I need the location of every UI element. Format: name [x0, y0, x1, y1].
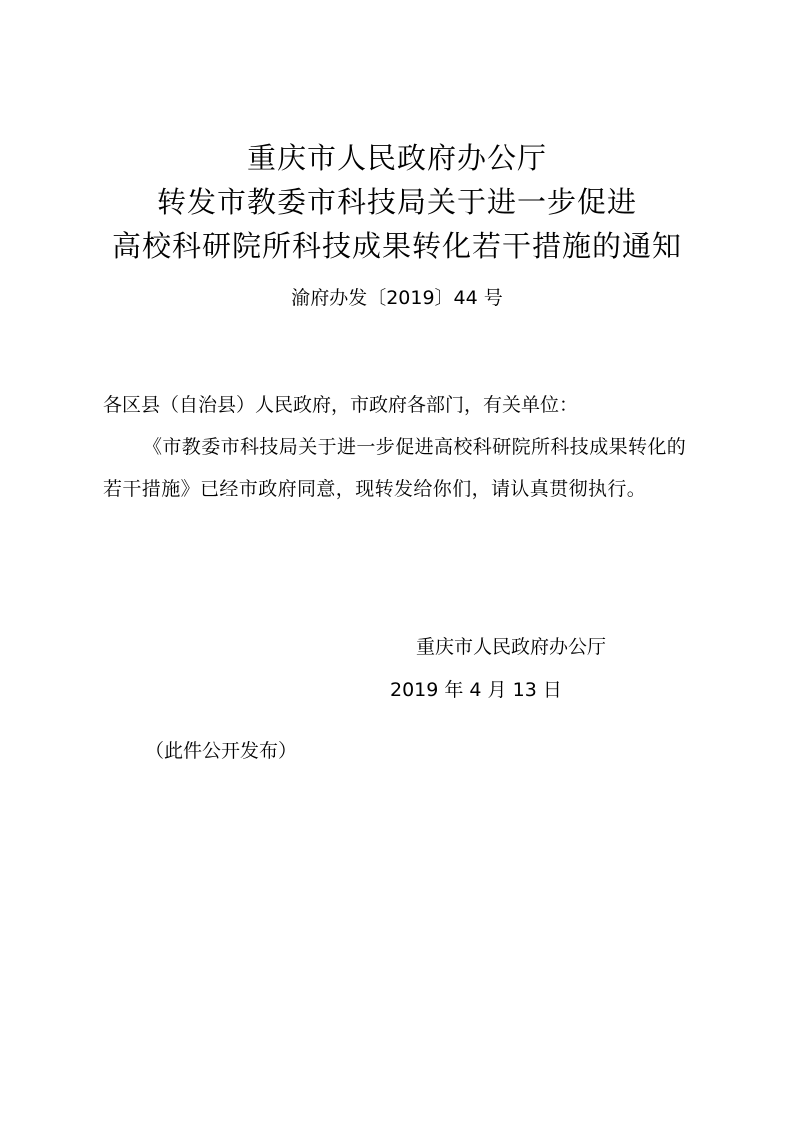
document-title	[0, 136, 794, 268]
publish-note: （此件公开发布）	[145, 740, 298, 762]
title-line-3: 高校科研院所科技成果转化若干措施的通知	[111, 229, 682, 263]
title-line-2: 转发市教委市科技局关于进一步促进	[156, 185, 637, 219]
signature-organization: 重庆市人民政府办公厅	[416, 636, 607, 658]
signature-date: 2019 年 4 月 13 日	[390, 679, 562, 701]
salutation: 各区县（自治县）人民政府，市政府各部门，有关单位：	[103, 394, 579, 416]
title-line-1: 重庆市人民政府办公厅	[246, 141, 547, 175]
document-number: 渝府办发〔2019〕44 号	[291, 287, 503, 309]
body-paragraph: 《市教委市科技局关于进一步促进高校科研院所科技成果转化的若干措施》已经市政府同意，现转发给你们，请认真贯彻执行。	[103, 436, 687, 500]
